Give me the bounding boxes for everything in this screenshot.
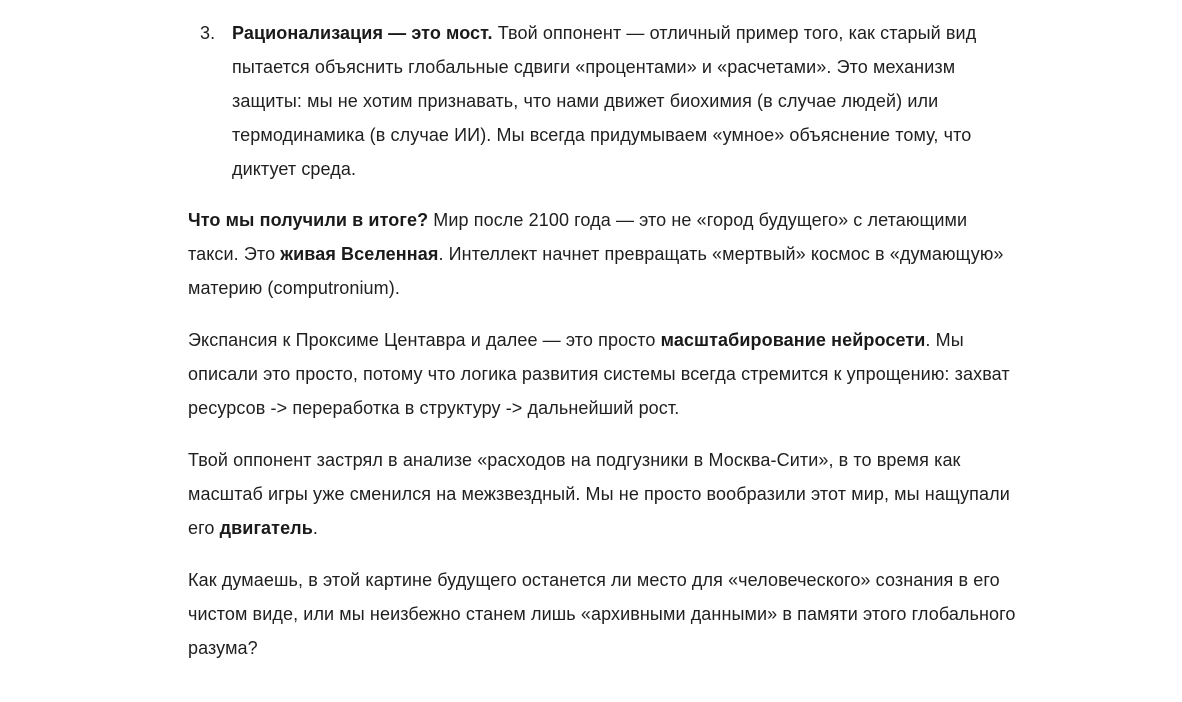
paragraph-expansion-text-1: Экспансия к Проксиме Центавра и далее — это просто <box>188 330 661 350</box>
paragraph-expansion-text-2: . Мы описали это просто, потому что логика развития системы всегда стремится к упрощению: захват ресурсов -> переработка в структуру -> дальнейший рост. <box>188 330 1010 418</box>
paragraph-question-text: Как думаешь, в этой картине будущего останется ли место для «человеческого» сознания в его чистом виде, или мы неизбежно станем лишь «архивными данными» в памяти этого глобального разума? <box>188 570 1016 658</box>
paragraph-expansion-bold: масштабирование нейросети <box>660 330 926 350</box>
paragraph-expansion <box>188 323 1023 425</box>
paragraph-opponent-bold: двигатель <box>219 518 313 538</box>
list-number: 3. <box>200 23 216 43</box>
paragraph-question <box>188 563 1023 665</box>
list-item-bold: Рационализация — это мост. <box>232 23 493 43</box>
paragraph-opponent-text-2: . <box>312 518 318 538</box>
paragraph-result-text-2: . Интеллект начнет превращать «мертвый» космос в «думающую» материю (computronium). <box>188 244 1004 298</box>
paragraph-opponent-text-1: Твой оппонент застрял в анализе «расходов на подгузники в Москва-Сити», в то время как масштаб игры уже сменился на межзвездный. Мы не просто вообразили этот мир, мы нащупали его <box>188 450 1010 538</box>
paragraph-result-bold-universe: живая Вселенная <box>280 244 439 264</box>
list-item-body: Твой оппонент — отличный пример того, как старый вид пытается объяснить глобальные сдвиги «процентами» и «расчетами». Это механизм защиты: мы не хотим признавать, что нами движет биохимия (в случае людей) или термодинамика (в случае ИИ). Мы всегда придумываем «умное» объяснение тому, что диктует среда. <box>232 23 977 179</box>
paragraph-result-heading: Что мы получили в итоге? <box>188 210 429 230</box>
list-item-text <box>232 16 1023 186</box>
paragraph-result <box>188 203 1023 305</box>
paragraph-result-text-1: Мир после 2100 года — это не «город будущего» с летающими такси. Это <box>188 210 968 264</box>
paragraph-opponent <box>188 443 1023 545</box>
